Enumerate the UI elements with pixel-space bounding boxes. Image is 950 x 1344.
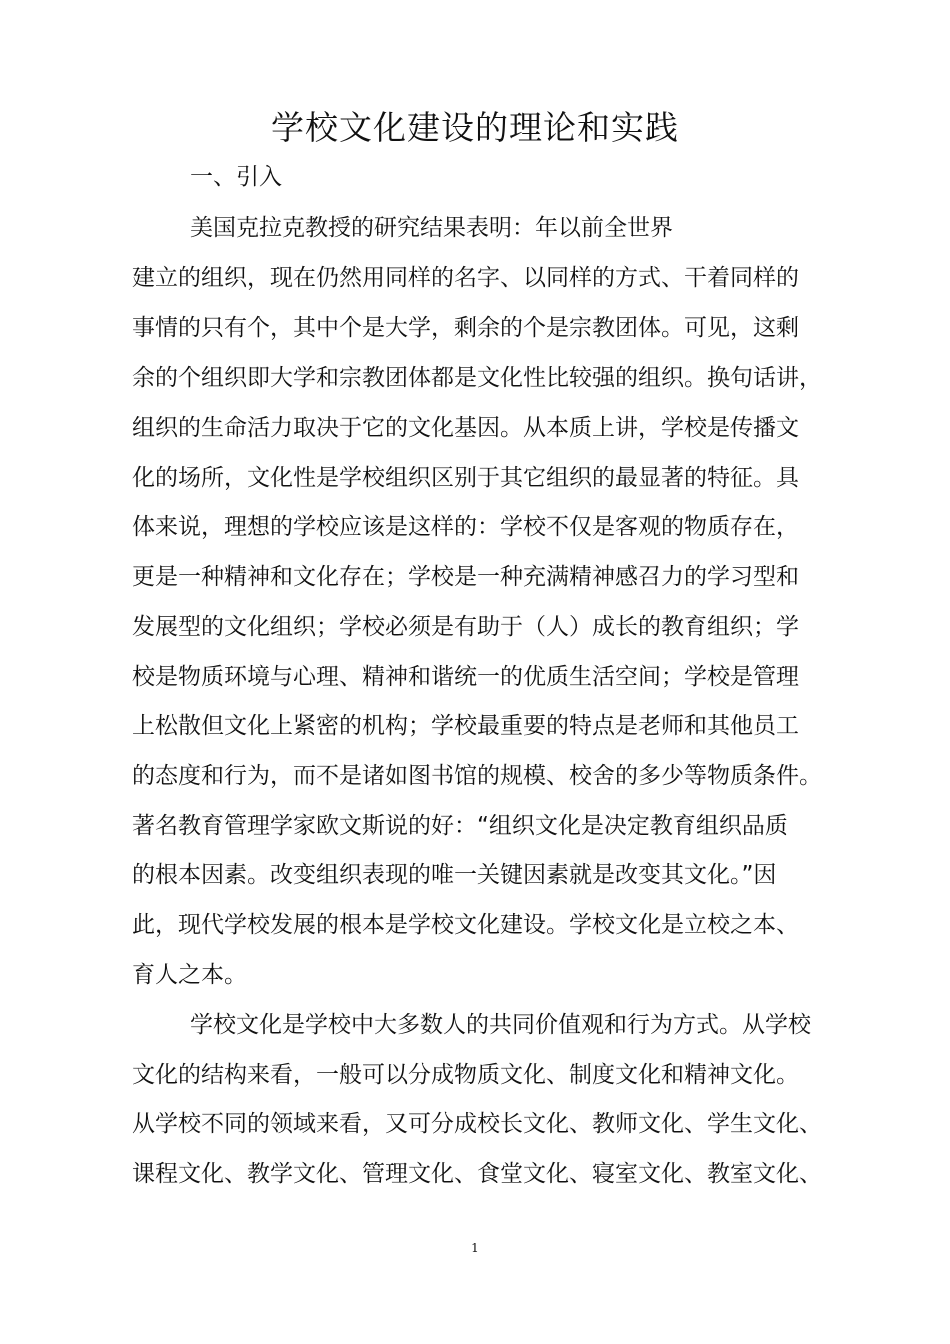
section-heading: 一、引入 (190, 164, 282, 190)
paragraph-line: 化的场所，文化性是学校组织区别于其它组织的最显著的特征。具 (132, 465, 799, 491)
paragraph-line: 美国克拉克教授的研究结果表明：年以前全世界 (190, 215, 673, 241)
paragraph-line: 文化的结构来看，一般可以分成物质文化、制度文化和精神文化。 (132, 1062, 799, 1088)
paragraph-line: 课程文化、教学文化、管理文化、食堂文化、寝室文化、教室文化、 (132, 1161, 822, 1187)
paragraph-line: 建立的组织，现在仍然用同样的名字、以同样的方式、干着同样的 (132, 265, 799, 291)
paragraph-line: 著名教育管理学家欧文斯说的好：“组织文化是决定教育组织品质 (132, 813, 788, 839)
paragraph-line: 发展型的文化组织；学校必须是有助于（人）成长的教育组织；学 (132, 614, 799, 640)
paragraph-line: 组织的生命活力取决于它的文化基因。从本质上讲，学校是传播文 (132, 415, 799, 441)
paragraph-line: 育人之本。 (132, 962, 247, 988)
paragraph-line: 的态度和行为，而不是诸如图书馆的规模、校舍的多少等物质条件。 (132, 763, 822, 789)
paragraph-line: 从学校不同的领域来看，又可分成校长文化、教师文化、学生文化、 (132, 1111, 822, 1137)
paragraph-line: 上松散但文化上紧密的机构；学校最重要的特点是老师和其他员工 (132, 713, 799, 739)
paragraph-line: 体来说，理想的学校应该是这样的：学校不仅是客观的物质存在， (132, 514, 799, 540)
paragraph-line: 事情的只有个，其中个是大学，剩余的个是宗教团体。可见，这剩 (132, 315, 799, 341)
paragraph-line: 学校文化是学校中大多数人的共同价值观和行为方式。从学校 (190, 1012, 811, 1038)
paragraph-line: 的根本因素。改变组织表现的唯一关键因素就是改变其文化。”因 (132, 862, 777, 888)
page-number: 1 (471, 1241, 479, 1255)
paragraph-line: 校是物质环境与心理、精神和谐统一的优质生活空间；学校是管理 (132, 664, 799, 690)
document-title: 学校文化建设的理论和实践 (271, 108, 679, 147)
paragraph-line: 余的个组织即大学和宗教团体都是文化性比较强的组织。换句话讲， (132, 365, 822, 391)
paragraph-line: 此，现代学校发展的根本是学校文化建设。学校文化是立校之本、 (132, 912, 799, 938)
paragraph-line: 更是一种精神和文化存在；学校是一种充满精神感召力的学习型和 (132, 564, 799, 590)
